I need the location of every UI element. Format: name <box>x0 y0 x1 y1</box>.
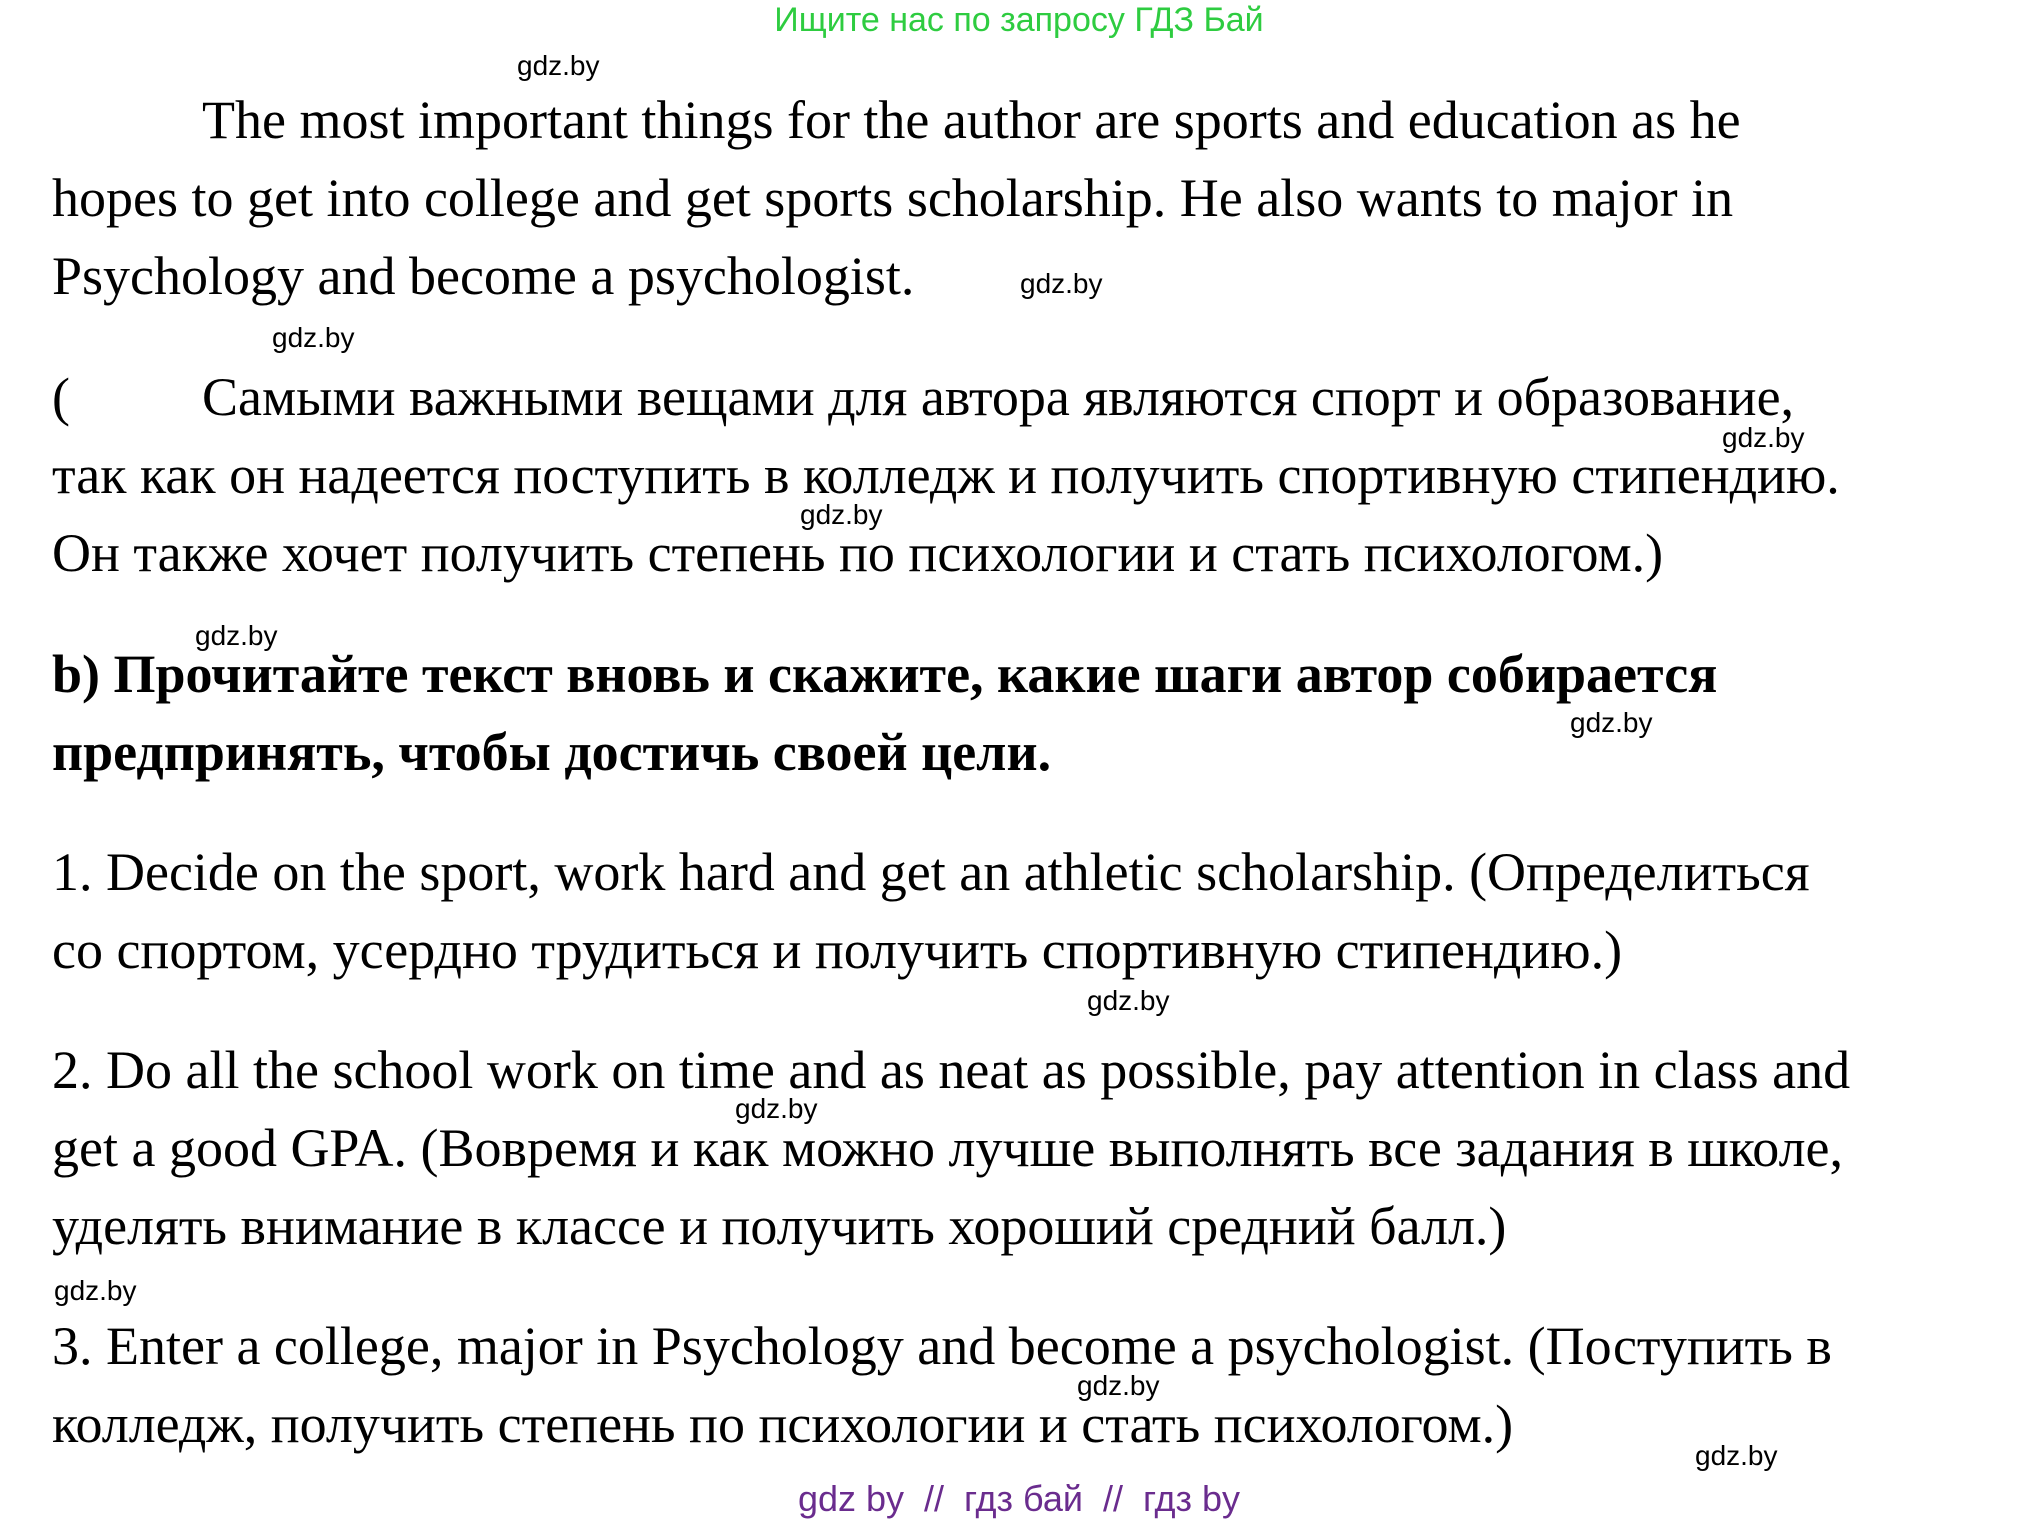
paragraph-en-line-1 <box>52 88 1741 152</box>
paragraph-ru-line-1 <box>52 365 1794 429</box>
task-b-line-1: b) Прочитайте текст вновь и скажите, какие шаги автор собирается <box>52 644 1718 704</box>
top-banner: Ищите нас по запросу ГДЗ Бай <box>774 1 1264 39</box>
paragraph-ru-text-1: Самыми важными вещами для автора являются спорт и образование, <box>202 367 1795 427</box>
answer-1-line-2: со спортом, усердно трудиться и получить спортивную стипендию.) <box>52 920 1623 980</box>
answer-2-line-2: get a good GPA. (Вовремя и как можно лучше выполнять все задания в школе, <box>52 1118 1843 1178</box>
open-paren: ( <box>52 367 70 427</box>
bottom-footer: gdz by // гдз бай // гдз by <box>797 1478 1241 1519</box>
watermark: gdz.by <box>1722 422 1805 453</box>
answer-1-line-1: 1. Decide on the sport, work hard and get an athletic scholarship. (Определиться <box>52 842 1810 902</box>
watermark: gdz.by <box>54 1275 137 1306</box>
answer-2-line-3: уделять внимание в классе и получить хороший средний балл.) <box>52 1196 1507 1256</box>
watermark: gdz.by <box>1087 985 1170 1016</box>
watermark: gdz.by <box>517 50 600 81</box>
answer-3-line-1: 3. Enter a college, major in Psychology and become a psychologist. (Поступить в <box>52 1316 1832 1376</box>
paragraph-en-text-1: The most important things for the author are sports and education as he <box>202 90 1741 150</box>
watermark: gdz.by <box>1020 268 1103 299</box>
watermark: gdz.by <box>735 1093 818 1124</box>
watermark: gdz.by <box>272 322 355 353</box>
paragraph-en-line-3: Psychology and become a psychologist. <box>52 246 915 306</box>
paragraph-ru-line-3: Он также хочет получить степень по психологии и стать психологом.) <box>52 523 1664 583</box>
watermark: gdz.by <box>1695 1440 1778 1471</box>
watermark: gdz.by <box>800 499 883 530</box>
watermark: gdz.by <box>1570 707 1653 738</box>
watermark: gdz.by <box>195 620 278 651</box>
answer-2-line-1: 2. Do all the school work on time and as neat as possible, pay attention in class and <box>52 1040 1851 1100</box>
paragraph-en-line-2: hopes to get into college and get sports scholarship. He also wants to major in <box>52 168 1734 228</box>
task-b-line-2: предпринять, чтобы достичь своей цели. <box>52 722 1052 782</box>
answer-3-line-2: колледж, получить степень по психологии и стать психологом.) <box>52 1394 1514 1454</box>
paragraph-ru-line-2: так как он надеется поступить в колледж и получить спортивную стипендию. <box>52 445 1840 505</box>
watermark: gdz.by <box>1077 1370 1160 1401</box>
